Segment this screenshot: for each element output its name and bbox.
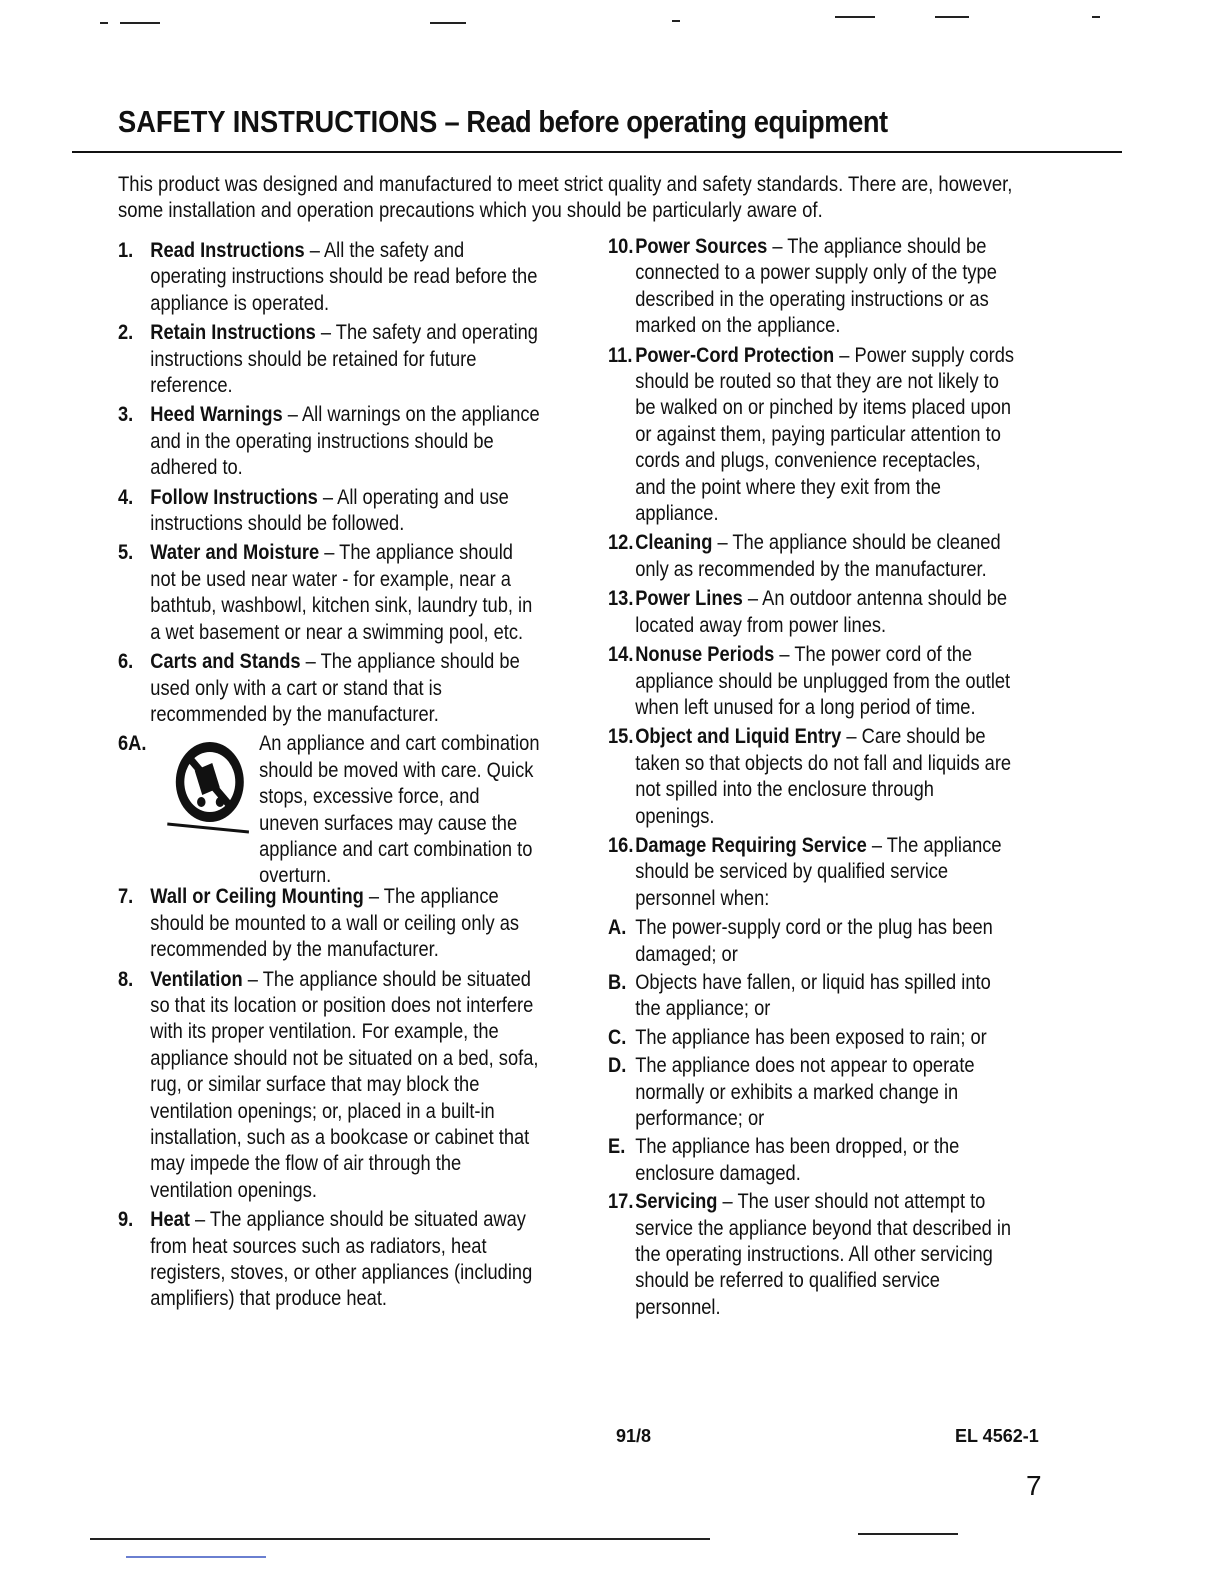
item-number: 6A.: [118, 731, 147, 756]
list-item: [118, 1206, 543, 1312]
page-number: 7: [1026, 1470, 1042, 1501]
item-text: – An outdoor antenna should be located away from power lines.: [635, 586, 1008, 637]
list-item: [608, 585, 1016, 638]
item-text: – Care should be taken so that objects do not fall and liquids are not spilled into the enclosure through openings.: [635, 724, 1012, 828]
title-rule: [72, 151, 1122, 153]
sub-list-item: [608, 914, 1016, 967]
item-text: – All operating and use instructions should be followed.: [150, 484, 509, 536]
list-item: [118, 883, 543, 962]
scan-mark: [672, 20, 680, 22]
item-text: – Power supply cords should be routed so that they are not likely to be walked on or pinched by items placed upon or against them, paying particular attention to cords and plugs, convenience receptacles, and the point where they exit from the appliance.: [635, 342, 1015, 526]
item-text: – The appliance should be serviced by qualified service personnel when:: [635, 832, 1002, 910]
item-number: 1.: [118, 238, 134, 262]
item-heading: Power Lines: [635, 586, 743, 611]
item-heading: Read Instructions: [150, 238, 305, 262]
sub-list-item: [608, 1024, 1016, 1050]
intro-paragraph: This product was designed and manufactured to meet strict quality and safety standards. There are, however, some installation and operation precautions which you should be particularly aware of.: [118, 173, 1013, 222]
item-number: 2.: [118, 320, 134, 345]
item-number: 15.: [608, 724, 634, 749]
sub-list-item: [608, 1052, 1016, 1131]
item-text: – The appliance should be connected to a power supply only of the type described in the operating instructions or as marked on the appliance.: [635, 234, 997, 338]
sub-list-item: [608, 969, 1016, 1022]
item-text: – The appliance should be cleaned only as recommended by the manufacturer.: [635, 530, 1001, 581]
item-heading: Servicing: [635, 1189, 718, 1214]
scan-mark: [1092, 16, 1100, 18]
left-column: [118, 237, 618, 1315]
item-number: 10.: [608, 234, 634, 258]
item-number: 12.: [608, 530, 634, 555]
page-title: [118, 104, 888, 140]
item-heading: Carts and Stands: [150, 649, 301, 674]
item-text: An appliance and cart combination should be moved with care. Quick stops, excessive force, and uneven surfaces may cause the appliance and cart combination to overturn.: [259, 731, 540, 888]
sub-item-letter: A.: [608, 915, 627, 940]
list-item: [608, 723, 1016, 829]
item-number: 5.: [118, 540, 134, 565]
item-heading: Damage Requiring Service: [635, 832, 867, 857]
item-heading: Wall or Ceiling Mounting: [150, 884, 364, 909]
item-heading: Nonuse Periods: [635, 642, 775, 667]
sub-item-text: The power-supply cord or the plug has been damaged; or: [635, 915, 993, 966]
item-heading: Cleaning: [635, 530, 713, 555]
scan-mark: [935, 16, 969, 18]
title-sub: – Read before operating equipment: [444, 104, 888, 139]
list-item: [118, 237, 543, 316]
list-item: [118, 484, 543, 537]
doc-code-left: 91/8: [616, 1426, 652, 1446]
item-number: 16.: [608, 832, 634, 857]
list-item: [608, 641, 1016, 720]
scan-mark: [100, 22, 108, 24]
item-text: – The appliance should be used only with a cart or stand that is recommended by the manufacturer.: [150, 649, 520, 726]
list-item: [608, 1188, 1016, 1320]
sub-item-text: The appliance has been exposed to rain; or: [635, 1024, 987, 1049]
item-text: – The power cord of the appliance should be unplugged from the outlet when left unused for a long period of time.: [635, 642, 1011, 719]
sub-item-letter: D.: [608, 1053, 627, 1078]
scan-mark: [835, 16, 875, 18]
item-text: – All warnings on the appliance and in the operating instructions should be adhered to.: [150, 402, 540, 480]
sub-item-text: The appliance has been dropped, or the enclosure damaged.: [635, 1134, 960, 1185]
list-item-6a: [118, 730, 543, 888]
item-heading: Water and Moisture: [150, 540, 320, 565]
sub-item-text: The appliance does not appear to operate normally or exhibits a marked change in performance; or: [635, 1053, 975, 1130]
right-column: [608, 233, 1088, 1323]
item-number: 3.: [118, 402, 134, 427]
item-number: 4.: [118, 484, 134, 509]
scan-mark: [126, 1556, 266, 1558]
scan-mark: [120, 22, 160, 24]
list-item: [608, 342, 1016, 527]
item-text: – The appliance should not be used near water - for example, near a bathtub, washbowl, kitchen sink, laundry tub, in a wet basement or near a swimming pool, etc.: [150, 540, 533, 644]
scan-mark: [858, 1533, 958, 1535]
item-heading: Ventilation: [150, 966, 243, 991]
sub-item-letter: E.: [608, 1134, 626, 1159]
item-number: 13.: [608, 586, 634, 611]
item-text: – The user should not attempt to service the appliance beyond that described in the operating instructions. All other servicing should be referred to qualified service personnel.: [635, 1189, 1012, 1319]
item-heading: Heat: [150, 1207, 190, 1232]
list-item: [118, 966, 543, 1204]
item-text: – The appliance should be situated so that its location or position does not interfere with its proper ventilation. For example, the appliance should not be situated on a bed, sofa, rug, or similar surface that may block the ventilation openings; or, placed in a built-in installation, such as a bookcase or cabinet that may impede the flow of air through the ventilation openings.: [150, 966, 539, 1202]
item-text: – The appliance should be situated away from heat sources such as radiators, heat registers, stoves, or other appliances (including amplifiers) that produce heat.: [150, 1207, 533, 1311]
cart-tip-over-warning-icon: [159, 736, 253, 836]
item-number: 6.: [118, 649, 134, 674]
list-item: [118, 648, 543, 727]
sub-list-item: [608, 1133, 1016, 1186]
item-heading: Power Sources: [635, 234, 768, 258]
sub-item-letter: C.: [608, 1024, 627, 1049]
list-item: [608, 233, 1016, 339]
sub-item-text: Objects have fallen, or liquid has spilled into the appliance; or: [635, 969, 991, 1021]
scan-mark: [430, 22, 466, 24]
item-heading: Object and Liquid Entry: [635, 724, 842, 749]
scan-mark: [90, 1538, 710, 1540]
item-heading: Retain Instructions: [150, 320, 316, 345]
list-item: [608, 832, 1016, 911]
list-item: [118, 539, 543, 645]
item-text: – The appliance should be mounted to a wall or ceiling only as recommended by the manufacturer.: [150, 884, 520, 962]
item-text: – The safety and operating instructions should be retained for future reference.: [150, 320, 538, 398]
item-number: 14.: [608, 642, 634, 667]
item-heading: Power-Cord Protection: [635, 342, 835, 367]
list-item: [118, 401, 543, 480]
item-number: 9.: [118, 1207, 134, 1232]
doc-code-right: EL 4562-1: [955, 1426, 1039, 1446]
title-main: SAFETY INSTRUCTIONS: [118, 104, 438, 139]
list-item: [118, 319, 543, 398]
list-item: [608, 529, 1016, 582]
item-number: 11.: [608, 342, 633, 367]
item-number: 17.: [608, 1189, 634, 1214]
item-text: – All the safety and operating instructions should be read before the appliance is operated.: [150, 238, 538, 315]
item-number: 8.: [118, 966, 134, 991]
sub-item-letter: B.: [608, 969, 627, 994]
item-heading: Follow Instructions: [150, 484, 318, 509]
item-number: 7.: [118, 884, 134, 909]
item-heading: Heed Warnings: [150, 402, 283, 427]
